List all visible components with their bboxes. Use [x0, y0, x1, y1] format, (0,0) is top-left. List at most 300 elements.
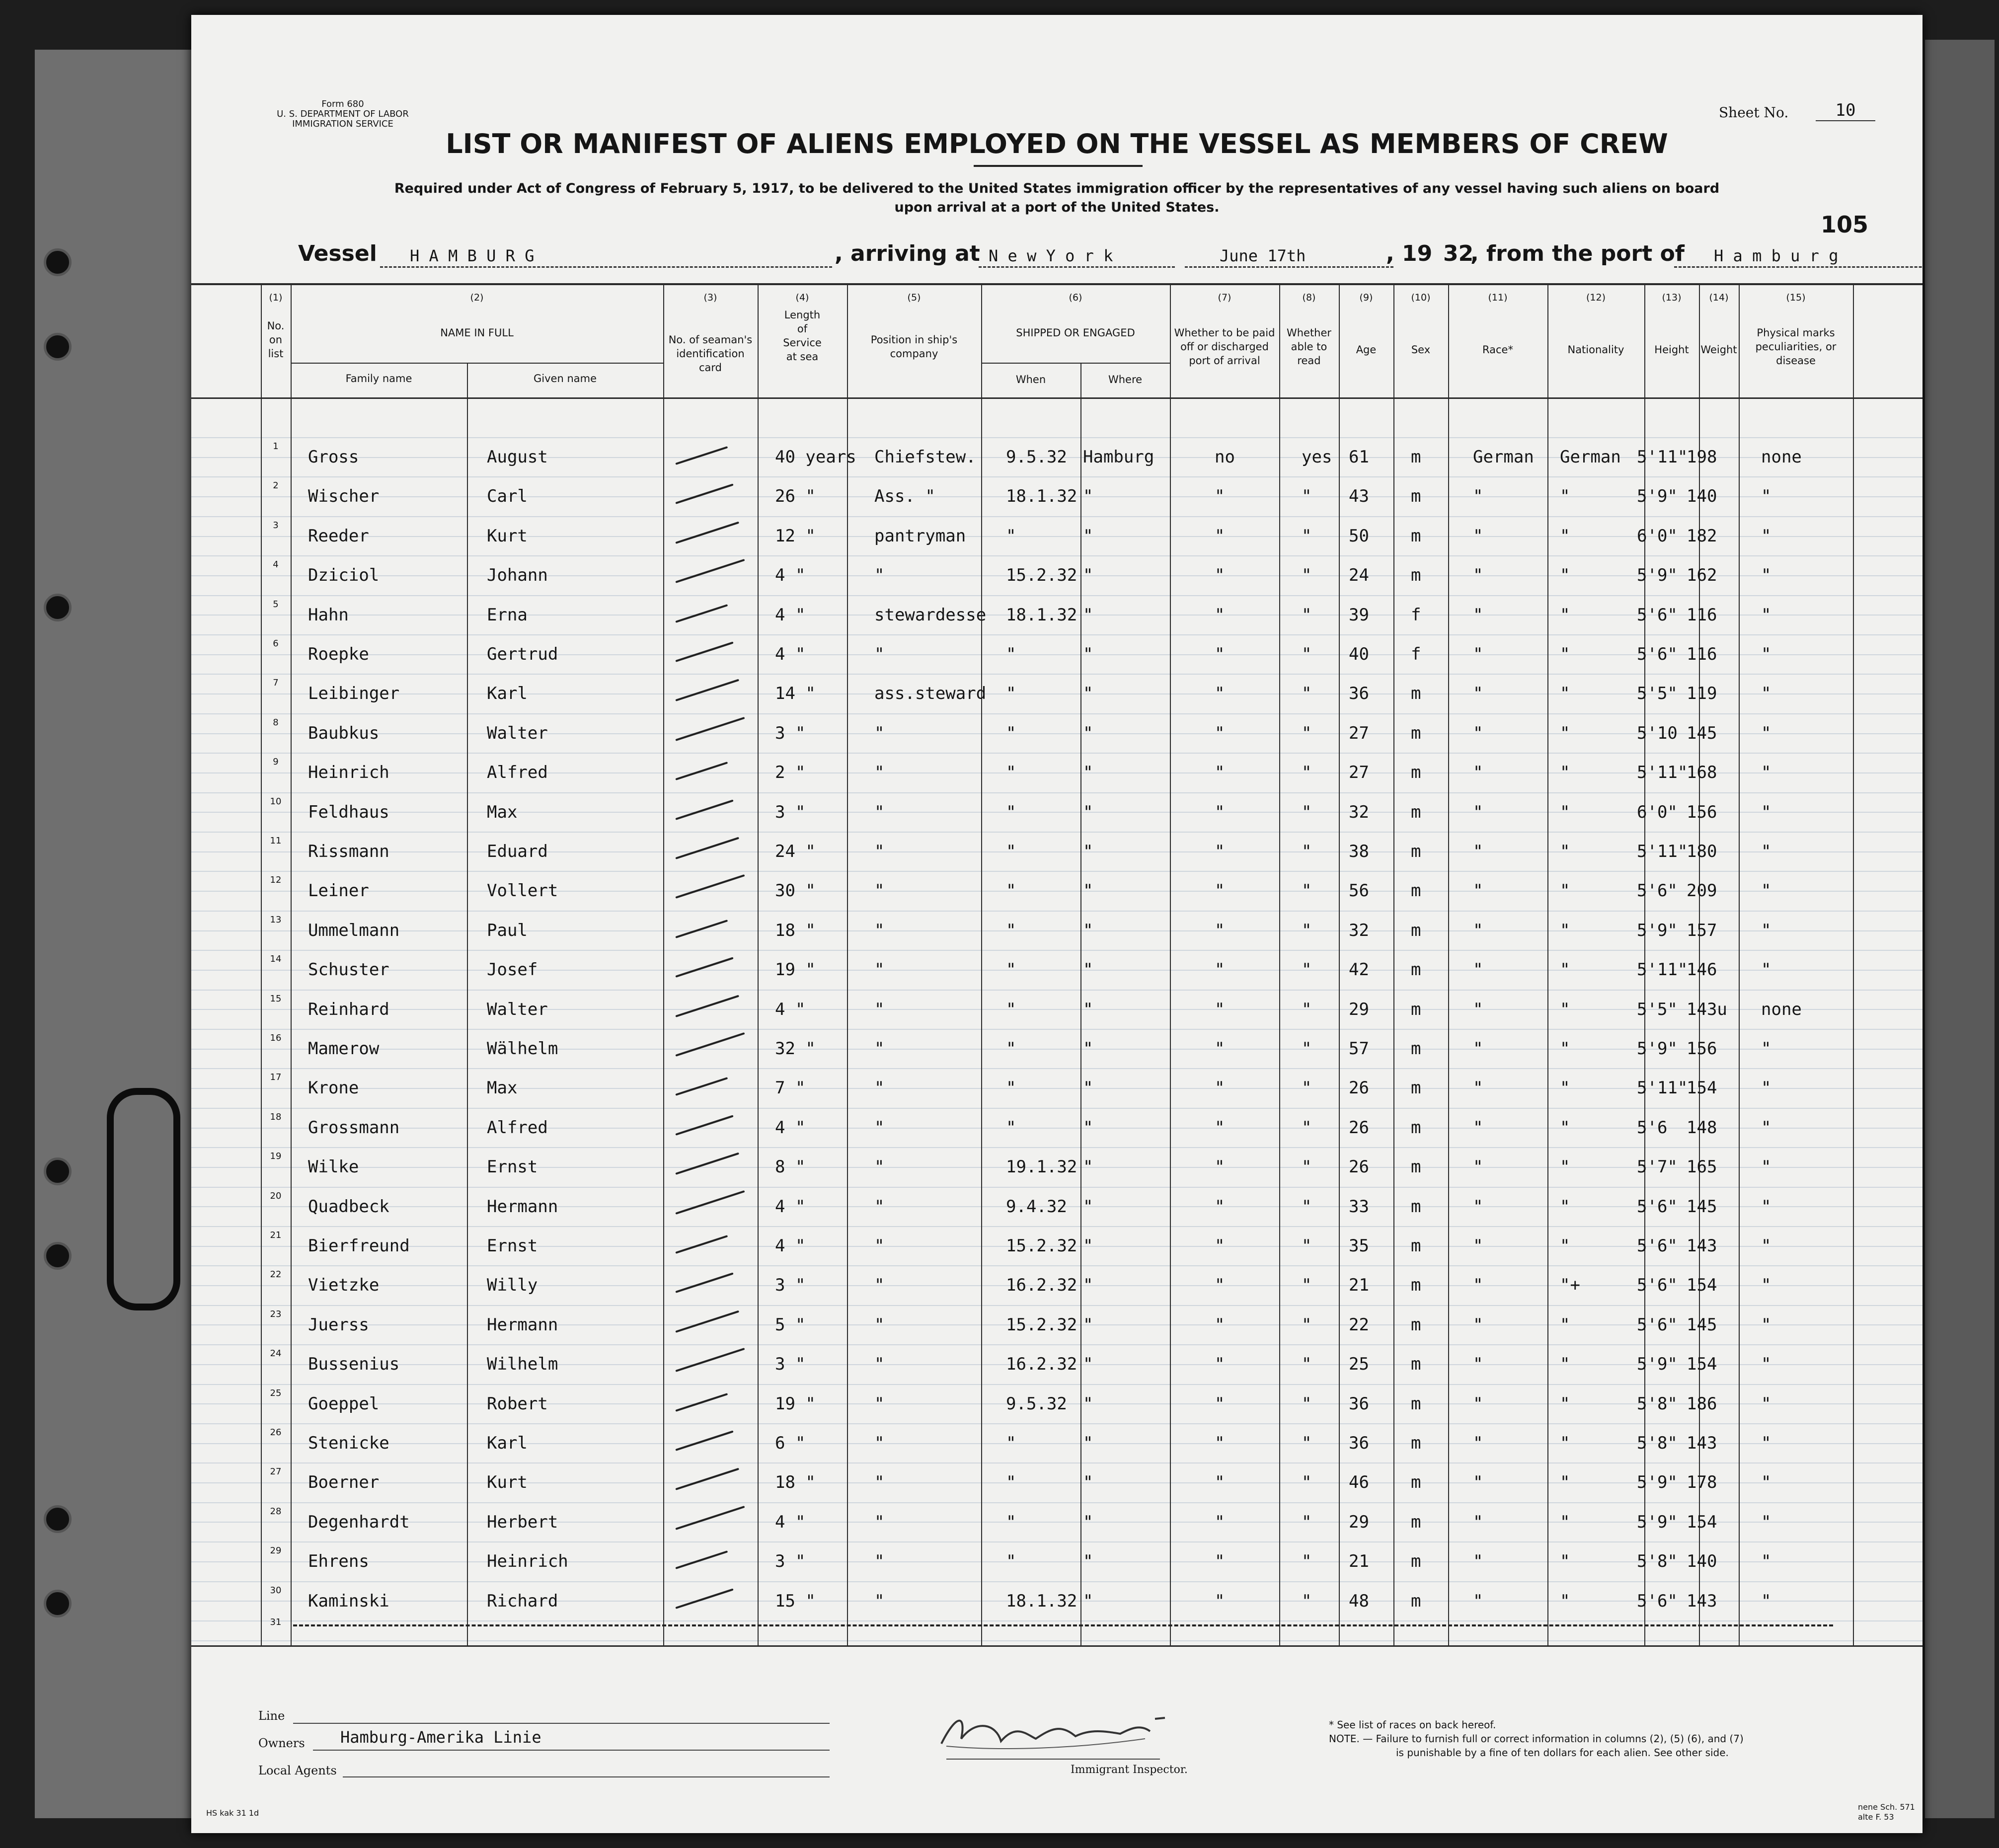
service-name: IMMIGRATION SERVICE	[292, 119, 393, 129]
cell-read: "	[1302, 960, 1312, 980]
cell-height: 5'6"	[1637, 605, 1678, 625]
cell-read: "	[1302, 1314, 1312, 1335]
id-card-check-mark	[675, 874, 745, 899]
cell-weight: 178	[1687, 1472, 1717, 1493]
row-number: 25	[270, 1387, 282, 1398]
cell-service: 18 "	[775, 1472, 816, 1493]
cell-where: "	[1083, 1117, 1093, 1138]
col-3-header: No. of seaman's identification card	[668, 334, 753, 374]
cell-sex: m	[1411, 1433, 1421, 1453]
cell-position: "	[874, 960, 885, 980]
col-4-header: Length of Service at sea	[783, 309, 822, 363]
cell-read: "	[1302, 1236, 1312, 1256]
row-number: 19	[270, 1151, 282, 1162]
cell-where: "	[1083, 723, 1093, 743]
cell-where: "	[1083, 1078, 1093, 1098]
cell-when: "	[1006, 1433, 1016, 1453]
cell-read: "	[1302, 842, 1312, 861]
cell-age: 32	[1349, 920, 1369, 940]
ruled-line	[191, 1423, 1922, 1424]
cell-given: Max	[487, 802, 518, 822]
owners-value: Hamburg-Amerika Linie	[340, 1728, 541, 1747]
cell-position: "	[874, 1433, 885, 1453]
cell-where: "	[1083, 1157, 1093, 1177]
races-note: * See list of races on back hereof.	[1329, 1719, 1496, 1731]
cell-marks: "	[1761, 1275, 1771, 1296]
cell-race: "	[1473, 1472, 1483, 1493]
cell-paid: "	[1215, 802, 1225, 822]
shipped-subheader-rule	[981, 363, 1170, 364]
cell-paid: "	[1215, 1433, 1225, 1453]
arrival-port-value: N e w Y o r k	[989, 246, 1113, 265]
cell-where: "	[1083, 1039, 1093, 1059]
cell-given: Karl	[487, 684, 528, 704]
cell-race: "	[1473, 920, 1483, 940]
cell-position: "	[874, 565, 885, 586]
cell-race: "	[1473, 1078, 1483, 1098]
cell-nat: "	[1560, 1196, 1570, 1217]
cell-paid: "	[1215, 684, 1225, 704]
cell-service: 3 "	[775, 1354, 806, 1375]
cell-nat: "	[1560, 763, 1570, 783]
cell-given: Walter	[487, 723, 548, 743]
cell-service: 5 "	[775, 1314, 806, 1335]
row-number: 13	[270, 914, 282, 925]
col-9-header: Age	[1356, 344, 1377, 356]
cell-height: 5'6"	[1637, 1236, 1678, 1256]
cell-sex: m	[1411, 802, 1421, 822]
ruled-line	[191, 1029, 1922, 1030]
cell-position: "	[874, 1117, 885, 1138]
cell-sex: m	[1411, 1236, 1421, 1256]
cell-paid: "	[1215, 1472, 1225, 1493]
cell-age: 27	[1349, 763, 1369, 783]
cell-race: "	[1473, 1433, 1483, 1453]
cell-read: "	[1302, 684, 1312, 704]
cell-position: pantryman	[874, 526, 966, 546]
cell-read: "	[1302, 1157, 1312, 1177]
cell-height: 5'9"	[1637, 486, 1678, 507]
subtitle-line-1: Required under Act of Congress of February 5, 1917, to be delivered to the United States immigration officer by the representatives of any vessel having such aliens on board	[394, 181, 1720, 196]
col-14-number: (14)	[1709, 292, 1729, 303]
cell-given: Wälhelm	[487, 1039, 558, 1059]
id-card-check-mark	[675, 1468, 739, 1490]
cell-position: "	[874, 1236, 885, 1256]
cell-where: "	[1083, 960, 1093, 980]
row-number: 7	[273, 678, 279, 689]
cell-age: 48	[1349, 1591, 1369, 1611]
cell-marks: "	[1761, 486, 1771, 507]
cell-where: "	[1083, 526, 1093, 546]
col-5-number: (5)	[907, 292, 921, 303]
owners-label: Owners	[258, 1736, 305, 1750]
cell-position: Chiefstew.	[874, 447, 976, 467]
cell-age: 24	[1349, 565, 1369, 586]
cell-sex: m	[1411, 1472, 1421, 1493]
cell-age: 36	[1349, 684, 1369, 704]
column-rule	[1547, 283, 1548, 1645]
cell-family: Degenhardt	[308, 1512, 410, 1532]
cell-family: Baubkus	[308, 723, 380, 743]
cell-position: ass.steward	[874, 684, 987, 704]
cell-when: "	[1006, 920, 1016, 940]
ruled-line	[191, 1384, 1922, 1385]
cell-age: 25	[1349, 1354, 1369, 1375]
cell-position: "	[874, 1157, 885, 1177]
col-7-number: (7)	[1218, 292, 1231, 303]
ruled-line	[191, 753, 1922, 754]
cell-paid: "	[1215, 644, 1225, 664]
row-number: 16	[270, 1033, 282, 1043]
cell-weight: 186	[1687, 1393, 1717, 1414]
vessel-label: Vessel	[298, 241, 377, 266]
cell-nat: "	[1560, 1591, 1570, 1611]
arriving-label: , arriving at	[835, 241, 980, 266]
cell-where: "	[1083, 486, 1093, 507]
cell-read: "	[1302, 605, 1312, 625]
ruled-line	[191, 871, 1922, 872]
year-suffix: 32	[1443, 241, 1474, 266]
ruled-line	[191, 1147, 1922, 1148]
cell-nat: "	[1560, 881, 1570, 901]
cell-where: "	[1083, 763, 1093, 783]
cell-given: Erna	[487, 605, 528, 625]
ruled-line	[191, 713, 1922, 714]
col-1-number: (1)	[269, 292, 283, 303]
cell-read: "	[1302, 1433, 1312, 1453]
cell-weight: 143	[1687, 1236, 1717, 1256]
binder-ring	[107, 1088, 180, 1310]
cell-marks: "	[1761, 763, 1771, 783]
cell-when: "	[1006, 1039, 1016, 1059]
cell-given: Johann	[487, 565, 548, 586]
cell-where: "	[1083, 605, 1093, 625]
cell-nat: "+	[1560, 1275, 1580, 1296]
row-number: 24	[270, 1348, 282, 1359]
cell-position: Ass. "	[874, 486, 935, 507]
cell-given: Heinrich	[487, 1551, 568, 1572]
id-card-check-mark	[675, 679, 739, 701]
header-bottom-border	[191, 397, 1922, 399]
col-10-number: (10)	[1411, 292, 1431, 303]
cell-service: 32 "	[775, 1039, 816, 1059]
cell-age: 35	[1349, 1236, 1369, 1256]
ruled-line	[191, 950, 1922, 951]
cell-nat: "	[1560, 723, 1570, 743]
cell-family: Roepke	[308, 644, 369, 664]
cell-family: Goeppel	[308, 1393, 380, 1414]
cell-when: "	[1006, 1512, 1016, 1532]
cell-sex: m	[1411, 1275, 1421, 1296]
cell-family: Gross	[308, 447, 359, 467]
cell-family: Dziciol	[308, 565, 380, 586]
cell-nat: "	[1560, 1472, 1570, 1493]
row-number: 9	[273, 757, 279, 768]
cell-height: 5'6"	[1637, 644, 1678, 664]
ruled-line	[191, 1226, 1922, 1227]
form-authority	[268, 99, 417, 129]
cell-when: "	[1006, 763, 1016, 783]
col-2a-header: Family name	[345, 373, 412, 385]
row-number: 27	[270, 1466, 282, 1477]
cell-when: 16.2.32	[1006, 1275, 1077, 1296]
cell-service: 19 "	[775, 960, 816, 980]
col-6b-header: Where	[1108, 374, 1143, 385]
cell-given: Kurt	[487, 1472, 528, 1493]
cell-marks: "	[1761, 1314, 1771, 1335]
cell-marks: "	[1761, 960, 1771, 980]
cell-position: "	[874, 1078, 885, 1098]
cell-height: 5'5"	[1637, 684, 1678, 704]
col-1-header: No. on list	[267, 320, 285, 360]
cell-read: "	[1302, 526, 1312, 546]
cell-nat: "	[1560, 1393, 1570, 1414]
cell-service: 4 "	[775, 1512, 806, 1532]
cell-marks: "	[1761, 1117, 1771, 1138]
col-8-header: Whether able to read	[1286, 327, 1332, 367]
cell-service: 19 "	[775, 1393, 816, 1414]
cell-race: "	[1473, 605, 1483, 625]
cell-race: "	[1473, 684, 1483, 704]
punch-hole	[44, 1157, 72, 1185]
cell-family: Grossmann	[308, 1117, 400, 1138]
cell-race: "	[1473, 1314, 1483, 1335]
underlying-sheet-right	[1925, 40, 1995, 1818]
cell-nat: "	[1560, 644, 1570, 664]
line-field	[293, 1723, 830, 1724]
fine-note-line-1: NOTE. — Failure to furnish full or correct information in columns (2), (5) (6), and (7)	[1329, 1733, 1744, 1745]
cell-sex: m	[1411, 1117, 1421, 1138]
col-11-header: Race*	[1482, 344, 1513, 356]
cell-weight: 180	[1687, 842, 1717, 861]
cell-position: "	[874, 763, 885, 783]
col-11-number: (11)	[1488, 292, 1508, 303]
col-15-number: (15)	[1786, 292, 1806, 303]
cell-family: Ehrens	[308, 1551, 369, 1572]
cell-marks: "	[1761, 881, 1771, 901]
cell-nat: "	[1560, 1354, 1570, 1375]
cell-where: "	[1083, 1591, 1093, 1611]
cell-read: "	[1302, 802, 1312, 822]
cell-given: Karl	[487, 1433, 528, 1453]
id-card-check-mark	[675, 484, 733, 505]
cell-height: 5'6"	[1637, 1591, 1678, 1611]
cell-height: 5'8"	[1637, 1551, 1678, 1572]
cell-height: 5'6"	[1637, 1196, 1678, 1217]
cell-race: "	[1473, 1117, 1483, 1138]
cell-sex: f	[1411, 605, 1421, 625]
cell-read: "	[1302, 1117, 1312, 1138]
id-card-check-mark	[675, 1430, 733, 1451]
cell-age: 36	[1349, 1433, 1369, 1453]
cell-position: "	[874, 1393, 885, 1414]
cell-when: 9.5.32	[1006, 1393, 1067, 1414]
cell-given: Ernst	[487, 1157, 538, 1177]
cell-weight: 116	[1687, 605, 1717, 625]
punch-hole	[44, 1242, 72, 1270]
cell-marks: none	[1761, 447, 1802, 467]
print-code-left: HS kak 31 1d	[206, 1808, 259, 1818]
cell-family: Bussenius	[308, 1354, 400, 1375]
cell-service: 14 "	[775, 684, 816, 704]
cell-where: "	[1083, 684, 1093, 704]
cell-position: "	[874, 1551, 885, 1572]
id-card-check-mark	[675, 1588, 733, 1609]
cell-paid: "	[1215, 605, 1225, 625]
cell-paid: "	[1215, 1236, 1225, 1256]
cell-paid: "	[1215, 960, 1225, 980]
cell-given: Hermann	[487, 1196, 558, 1217]
print-code-right-2: alte F. 53	[1858, 1812, 1894, 1822]
cell-family: Juerss	[308, 1314, 369, 1335]
cell-nat: "	[1560, 920, 1570, 940]
cell-race: German	[1473, 447, 1534, 467]
cell-given: Max	[487, 1078, 518, 1098]
cell-race: "	[1473, 1354, 1483, 1375]
id-card-check-mark	[675, 837, 739, 859]
ruled-line	[191, 1640, 1922, 1641]
row-number: 12	[270, 875, 282, 886]
cell-when: "	[1006, 1078, 1016, 1098]
column-rule	[1739, 283, 1740, 1645]
cell-family: Mamerow	[308, 1039, 380, 1059]
cell-sex: m	[1411, 763, 1421, 783]
cell-service: 2 "	[775, 763, 806, 783]
id-card-check-mark	[675, 1235, 728, 1254]
cell-paid: "	[1215, 1354, 1225, 1375]
cell-where: "	[1083, 1472, 1093, 1493]
cell-where: "	[1083, 1275, 1093, 1296]
cell-height: 5'8"	[1637, 1433, 1678, 1453]
cell-service: 24 "	[775, 842, 816, 861]
cell-height: 5'6"	[1637, 881, 1678, 901]
col-6a-header: When	[1015, 374, 1046, 385]
cell-when: 15.2.32	[1006, 565, 1077, 586]
cell-weight: 148	[1687, 1117, 1717, 1138]
cell-age: 39	[1349, 605, 1369, 625]
cell-position: "	[874, 1314, 885, 1335]
row-number: 2	[273, 480, 279, 491]
cell-given: Alfred	[487, 1117, 548, 1138]
cell-given: Walter	[487, 999, 548, 1019]
cell-when: "	[1006, 881, 1016, 901]
cell-given: Wilhelm	[487, 1354, 558, 1375]
id-card-check-mark	[675, 1032, 745, 1057]
id-card-check-mark	[675, 604, 728, 623]
cell-position: "	[874, 881, 885, 901]
cell-height: 5'9"	[1637, 920, 1678, 940]
cell-service: 6 "	[775, 1433, 806, 1453]
row-number: 15	[270, 993, 282, 1004]
cell-sex: m	[1411, 1354, 1421, 1375]
cell-sex: m	[1411, 1157, 1421, 1177]
cell-service: 4 "	[775, 1196, 806, 1217]
cell-when: 9.4.32	[1006, 1196, 1067, 1217]
cell-position: "	[874, 723, 885, 743]
cell-height: 5'5"	[1637, 999, 1678, 1019]
cell-race: "	[1473, 1393, 1483, 1414]
column-rule	[981, 283, 982, 1645]
cell-sex: m	[1411, 723, 1421, 743]
name-subheader-rule	[291, 363, 663, 364]
cell-marks: "	[1761, 1196, 1771, 1217]
cell-marks: "	[1761, 1354, 1771, 1375]
cell-race: "	[1473, 1196, 1483, 1217]
cell-marks: "	[1761, 1039, 1771, 1059]
ruled-line	[191, 1305, 1922, 1306]
cell-race: "	[1473, 565, 1483, 586]
cell-sex: m	[1411, 486, 1421, 507]
cell-height: 5'10	[1637, 723, 1678, 743]
cell-race: "	[1473, 1591, 1483, 1611]
cell-family: Hahn	[308, 605, 349, 625]
punch-hole	[44, 1505, 72, 1533]
ruled-line	[191, 476, 1922, 477]
cell-race: "	[1473, 644, 1483, 664]
cell-service: 4 "	[775, 1236, 806, 1256]
from-port-label: , from the port of	[1470, 241, 1685, 266]
cell-marks: "	[1761, 1512, 1771, 1532]
cell-paid: "	[1215, 1157, 1225, 1177]
cell-race: "	[1473, 960, 1483, 980]
cell-given: Kurt	[487, 526, 528, 546]
cell-read: "	[1302, 723, 1312, 743]
cell-where: "	[1083, 999, 1093, 1019]
cell-race: "	[1473, 1275, 1483, 1296]
column-rule	[1170, 283, 1171, 1645]
cell-age: 26	[1349, 1157, 1369, 1177]
id-card-check-mark	[675, 1506, 745, 1530]
cell-sex: m	[1411, 1078, 1421, 1098]
col-13-header: Height	[1654, 344, 1689, 356]
row-number: 11	[270, 836, 282, 846]
cell-when: "	[1006, 684, 1016, 704]
cell-service: 4 "	[775, 644, 806, 664]
cell-when: 16.2.32	[1006, 1354, 1077, 1375]
column-rule	[847, 283, 848, 1645]
row-number: 5	[273, 599, 279, 610]
id-card-check-mark	[675, 1077, 728, 1096]
ruled-line	[191, 1541, 1922, 1542]
cell-when: 18.1.32	[1006, 1591, 1077, 1611]
cell-race: "	[1473, 881, 1483, 901]
id-card-check-mark	[675, 920, 728, 938]
cell-read: "	[1302, 644, 1312, 664]
cell-nat: "	[1560, 486, 1570, 507]
id-card-check-mark	[675, 1310, 739, 1332]
cell-where: "	[1083, 1354, 1093, 1375]
cell-read: "	[1302, 999, 1312, 1019]
cell-read: "	[1302, 486, 1312, 507]
row-number: 1	[273, 441, 279, 452]
cell-age: 50	[1349, 526, 1369, 546]
cell-age: 42	[1349, 960, 1369, 980]
cell-given: August	[487, 447, 548, 467]
id-card-check-mark	[675, 641, 733, 662]
cell-given: Hermann	[487, 1314, 558, 1335]
cell-nat: "	[1560, 1117, 1570, 1138]
cell-race: "	[1473, 842, 1483, 861]
cell-when: 18.1.32	[1006, 605, 1077, 625]
cell-nat: German	[1560, 447, 1621, 467]
ruled-line	[191, 674, 1922, 675]
id-card-check-mark	[675, 1153, 739, 1175]
ruled-line	[191, 990, 1922, 991]
cell-marks: "	[1761, 526, 1771, 546]
cell-age: 61	[1349, 447, 1369, 467]
id-card-check-mark	[675, 1393, 728, 1412]
cell-family: Quadbeck	[308, 1196, 389, 1217]
